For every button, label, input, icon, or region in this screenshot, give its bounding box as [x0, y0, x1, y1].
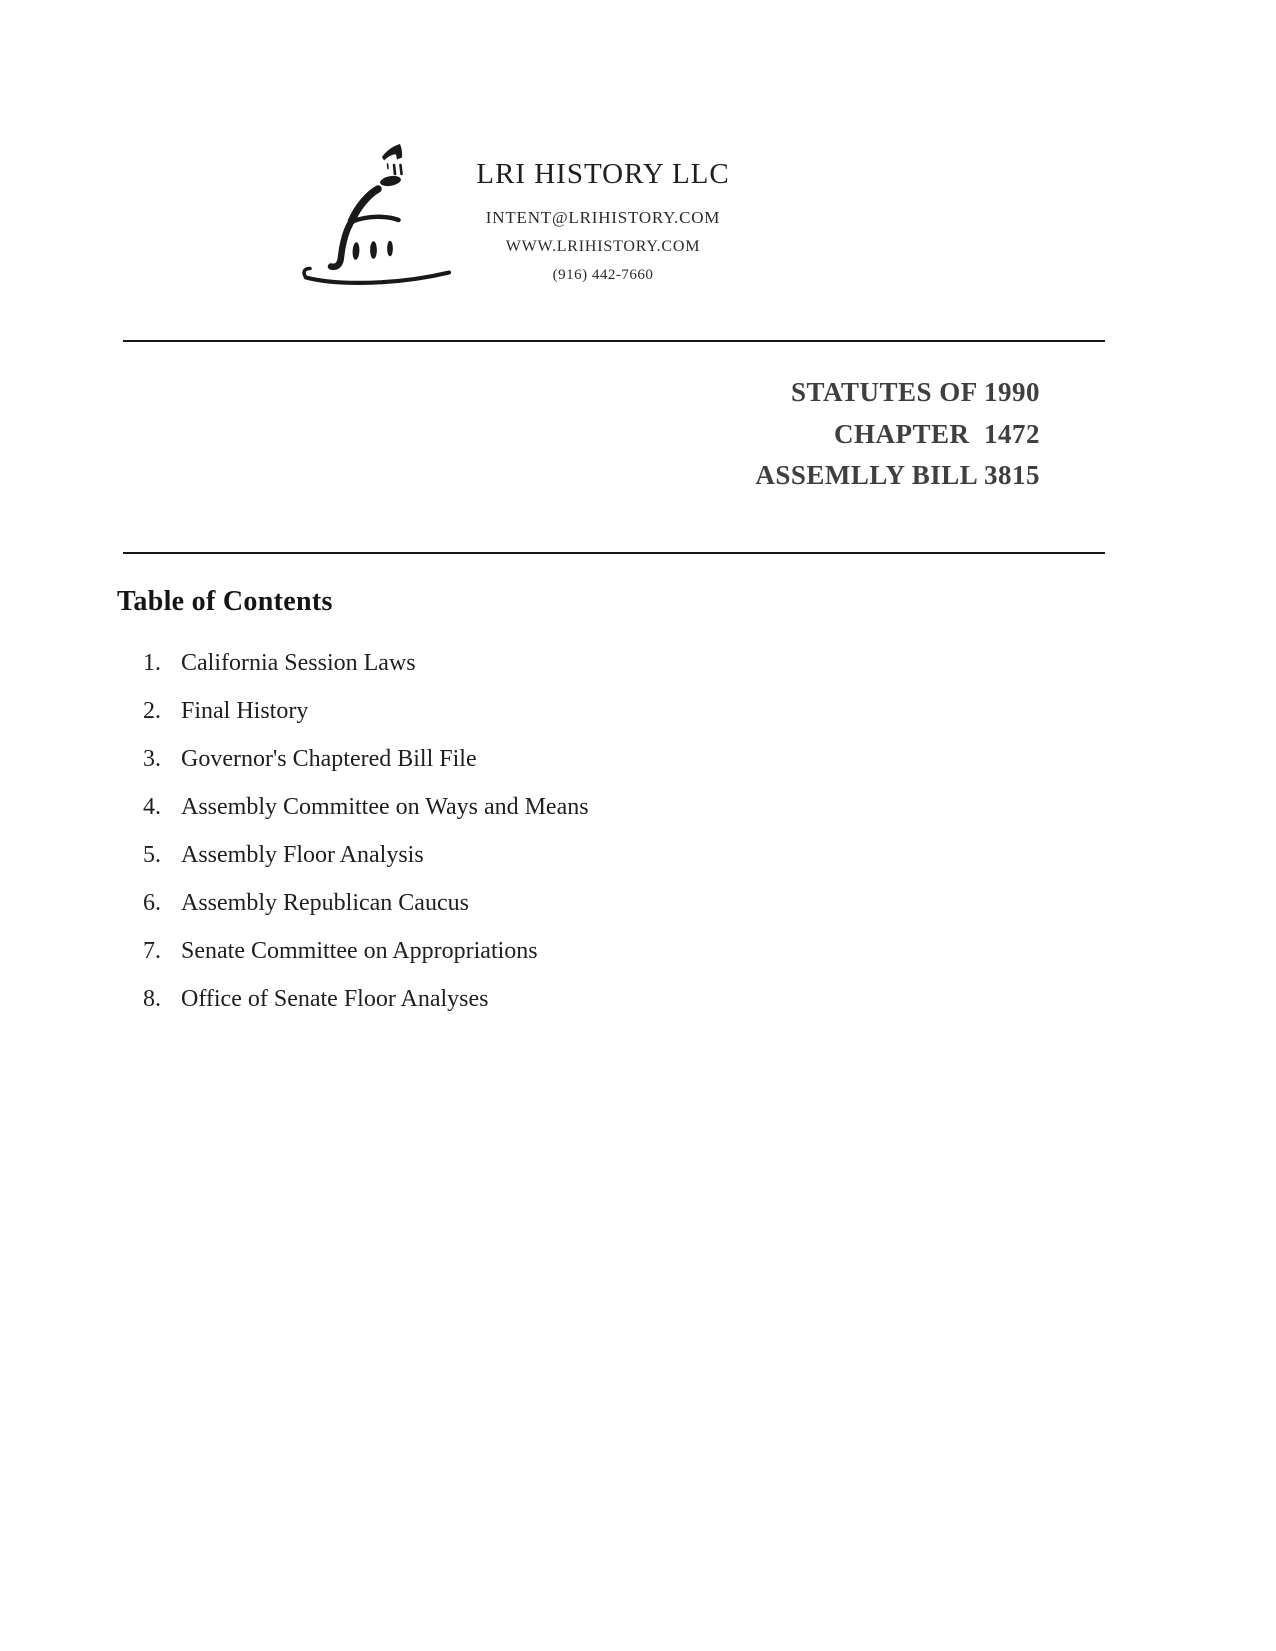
toc-item-label: California Session Laws	[181, 650, 416, 676]
divider-bottom	[123, 552, 1105, 554]
statute-reference-block	[755, 372, 1040, 497]
toc-item-number: 1.	[143, 650, 161, 676]
toc-item	[143, 698, 843, 746]
toc-item	[143, 650, 843, 698]
toc-item	[143, 842, 843, 890]
toc-item	[143, 938, 843, 986]
company-email: INTENT@LRIHISTORY.COM	[485, 208, 721, 227]
company-website: WWW.LRIHISTORY.COM	[505, 238, 701, 255]
toc-item-number: 8.	[143, 986, 161, 1012]
toc-item-number: 5.	[143, 842, 161, 868]
statutes-line: STATUTES OF 1990	[790, 377, 1040, 407]
capitol-dome-icon	[294, 120, 459, 290]
company-phone: (916) 442-7660	[552, 267, 654, 283]
toc-item-label: Assembly Floor Analysis	[181, 842, 424, 868]
toc-item-label: Office of Senate Floor Analyses	[181, 986, 489, 1012]
toc-title: Table of Contents	[117, 586, 333, 617]
toc-item-number: 2.	[143, 698, 161, 724]
toc-item-number: 4.	[143, 794, 161, 820]
divider-top	[123, 340, 1105, 342]
toc-item-label: Governor's Chaptered Bill File	[181, 746, 477, 772]
chapter-line: CHAPTER 1472	[833, 418, 1040, 449]
toc-item-number: 7.	[143, 938, 161, 964]
toc-item-number: 3.	[143, 746, 161, 772]
toc-item-label: Senate Committee on Appropriations	[181, 938, 538, 964]
assembly-bill-line: ASSEMLLY BILL 3815	[755, 460, 1040, 490]
toc-item-number: 6.	[143, 890, 161, 916]
toc-item-label: Assembly Committee on Ways and Means	[181, 794, 589, 820]
toc-item-label: Assembly Republican Caucus	[181, 890, 469, 916]
toc-item	[143, 890, 843, 938]
toc-item	[143, 794, 843, 842]
toc-item	[143, 746, 843, 794]
toc-list	[143, 650, 843, 1034]
toc-item-label: Final History	[181, 698, 309, 724]
company-name: LRI HISTORY LLC	[476, 158, 730, 190]
toc-item	[143, 986, 843, 1034]
